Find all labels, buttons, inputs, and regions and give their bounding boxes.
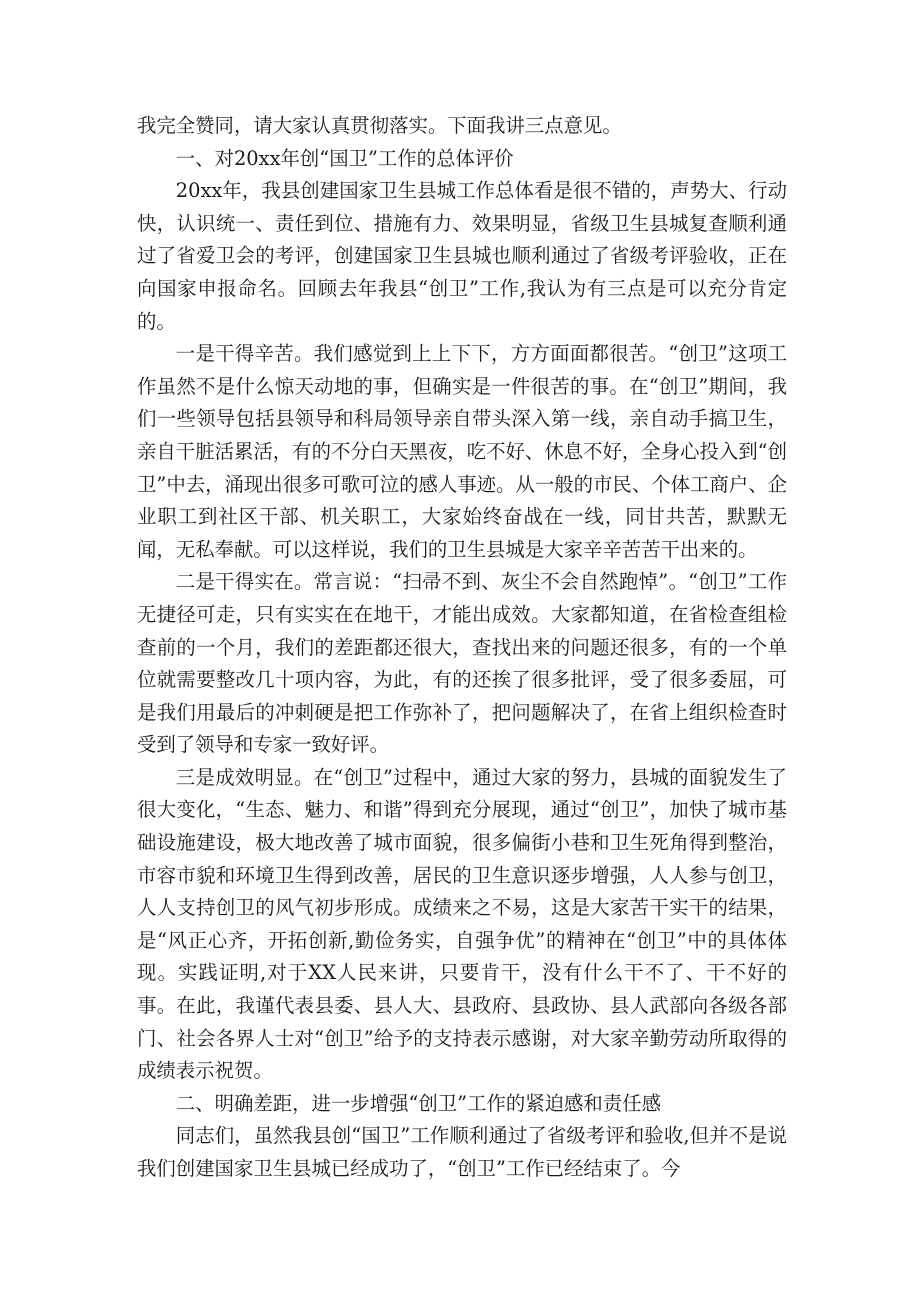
section-heading-gaps: 二、明确差距，进一步增强“创卫”工作的紧迫感和责任感 bbox=[175, 1091, 661, 1115]
paragraph-comrades: 同志们，虽然我县创“国卫”工作顺利通过了省级考评和验收,但并不是说我们创建国家卫生县城已经成功了，“创卫”工作已经结束了。今 bbox=[137, 1124, 787, 1180]
paragraph-point-practical: 二是干得实在。常言说：“扫帚不到、灰尘不会自然跑悼”。“创卫”工作无捷径可走，只有实实在在地干，才能出成效。大家都知道，在省检查组检查前的一个月，我们的差距都还很大，查找出来的问题还很多，有的一个单位就需要整改几十项内容，为此，有的还挨了很多批评，受了很多委屈，可是我们用最后的冲刺硬是把工作弥补了，把问题解决了，在省上组织检查时受到了领导和专家一致好评。 bbox=[137, 570, 787, 757]
paragraph-intro: 我完全赞同，请大家认真贯彻落实。下面我讲三点意见。 bbox=[137, 114, 622, 137]
document-page bbox=[137, 110, 787, 1186]
paragraph-point-hardwork: 一是干得辛苦。我们感觉到上上下下，方方面面都很苦。“创卫”这项工作虽然不是什么惊天动地的事，但确实是一件很苦的事。在“创卫”期间，我们一些领导包括县领导和科局领导亲自带头深入第一线，亲自动手搞卫生，亲自干脏活累活，有的不分白天黑夜，吃不好、休息不好，全身心投入到“创卫”中去，涌现出很多可歌可泣的感人事迹。从一般的市民、个体工商户、企业职工到社区干部、机关职工，大家始终奋战在一线，同甘共苦，默默无闻，无私奉献。可以这样说，我们的卫生县城是大家辛辛苦苦干出来的。 bbox=[137, 342, 787, 561]
paragraph-point-results: 三是成效明显。在“创卫”过程中，通过大家的努力，县城的面貌发生了很大变化，“生态、魅力、和谐”得到充分展现，通过“创卫”，加快了城市基础设施建设，极大地改善了城市面貌，很多偏街小巷和卫生死角得到整治，市容市貌和环境卫生得到改善，居民的卫生意识逐步增强，人人参与创卫，人人支持创卫的风气初步形成。成绩来之不易，这是大家苦干实干的结果，是“风正心齐，开拓创新,勤俭务实，自强争优”的精神在“创卫”中的具体体现。实践证明,对于XX人民来讲，只要肯干，没有什么干不了、干不好的事。在此，我谨代表县委、县人大、县政府、县政协、县人武部向各级各部门、社会各界人士对“创卫”给予的支持表示感谢，对大家辛勤劳动所取得的成绩表示祝贺。 bbox=[137, 765, 787, 1083]
section-heading-overall-evaluation: 一、对20xx年创“国卫”工作的总体评价 bbox=[175, 146, 514, 170]
paragraph-overview: 20xx年，我县创建国家卫生县城工作总体看是很不错的，声势大、行动快，认识统一、责任到位、措施有力、效果明显，省级卫生县城复查顺利通过了省爱卫会的考评，创建国家卫生县城也顺利通过了省级考评验收，正在向国家申报命名。回顾去年我县“创卫”工作,我认为有三点是可以充分肯定的。 bbox=[137, 179, 787, 333]
